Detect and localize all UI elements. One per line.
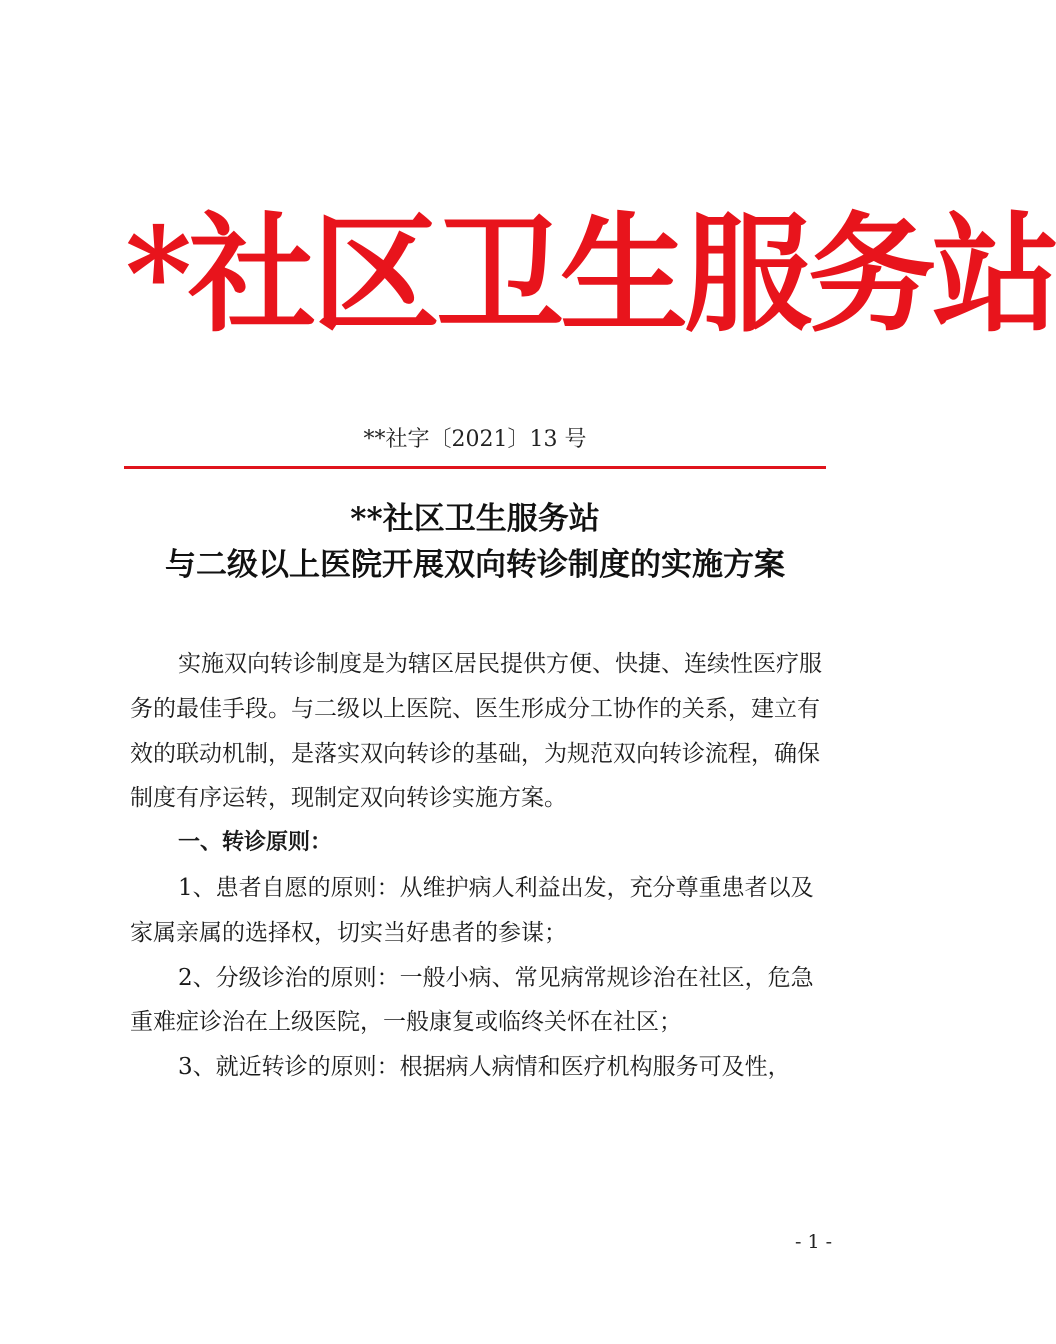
principle-item-2: 2、分级诊治的原则：一般小病、常见病常规诊治在社区，危急重难症诊治在上级医院，一般康复或临终关怀在社区；: [130, 964, 814, 1036]
document-body: [130, 642, 830, 1090]
document-number: **社字〔2021〕13 号: [363, 427, 587, 452]
intro-paragraph: 实施双向转诊制度是为辖区居民提供方便、快捷、连续性医疗服务的最佳手段。与二级以上医院、医生形成分工协作的关系，建立有效的联动机制，是落实双向转诊的基础，为规范双向转诊流程，确保制度有序运转，现制定双向转诊实施方案。: [130, 651, 822, 812]
document-title-line-2: 与二级以上医院开展双向转诊制度的实施方案: [165, 547, 785, 583]
document-title-line-1: **社区卫生服务站: [350, 501, 600, 537]
page-number: - 1 -: [794, 1231, 832, 1253]
section-heading-principles: 一、转诊原则：: [178, 830, 333, 856]
red-divider-line: [124, 466, 826, 469]
principle-item-3: 3、就近转诊的原则：根据病人病情和医疗机构服务可及性，: [178, 1054, 791, 1081]
principle-item-1: 1、患者自愿的原则：从维护病人利益出发，充分尊重患者以及家属亲属的选择权，切实当好患者的参谋；: [130, 874, 814, 946]
masthead-title: *社区卫生服务站: [125, 200, 1056, 350]
